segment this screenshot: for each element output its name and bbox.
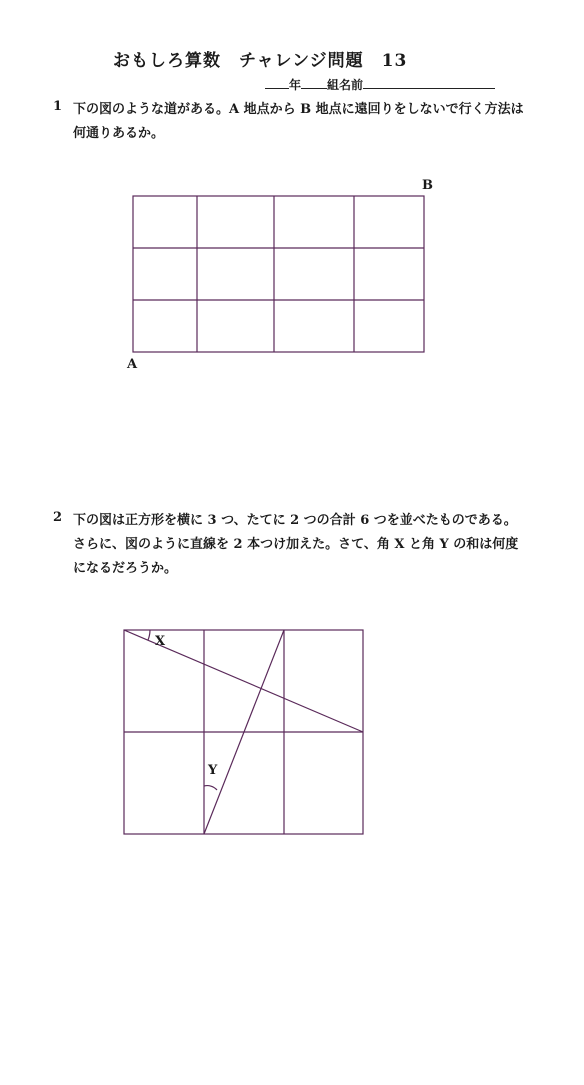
year-label: 年 <box>289 78 302 92</box>
class-name-label: 組名前 <box>327 78 364 92</box>
question-2-number: 2 <box>53 510 63 525</box>
squares-figure <box>124 630 363 834</box>
road-grid-outline <box>133 196 424 352</box>
question-1-line-1: 下の図のような道がある。A 地点から B 地点に遠回りをしないで行く方法は <box>73 102 524 117</box>
question-2-line-1: 下の図は正方形を横に 3 つ、たてに 2 つの合計 6 つを並べたものである。 <box>73 513 517 528</box>
question-2-line-3: になるだろうか。 <box>73 561 178 576</box>
angle-y-label: Y <box>208 763 218 778</box>
question-1-line-2: 何通りあるか。 <box>73 126 165 141</box>
point-b-label: B <box>422 178 433 193</box>
question-1-number: 1 <box>53 99 63 114</box>
point-a-label: A <box>127 357 138 372</box>
angle-x-label: X <box>155 634 166 649</box>
angle-x-arc <box>148 630 150 640</box>
page-title: おもしろ算数 チャレンジ問題 13 <box>113 51 408 71</box>
question-2-line-2: さらに、図のように直線を 2 本つけ加えた。さて、角 X と角 Y の和は何度 <box>73 537 519 552</box>
angle-y-arc <box>204 786 217 790</box>
road-grid-figure <box>133 196 424 352</box>
